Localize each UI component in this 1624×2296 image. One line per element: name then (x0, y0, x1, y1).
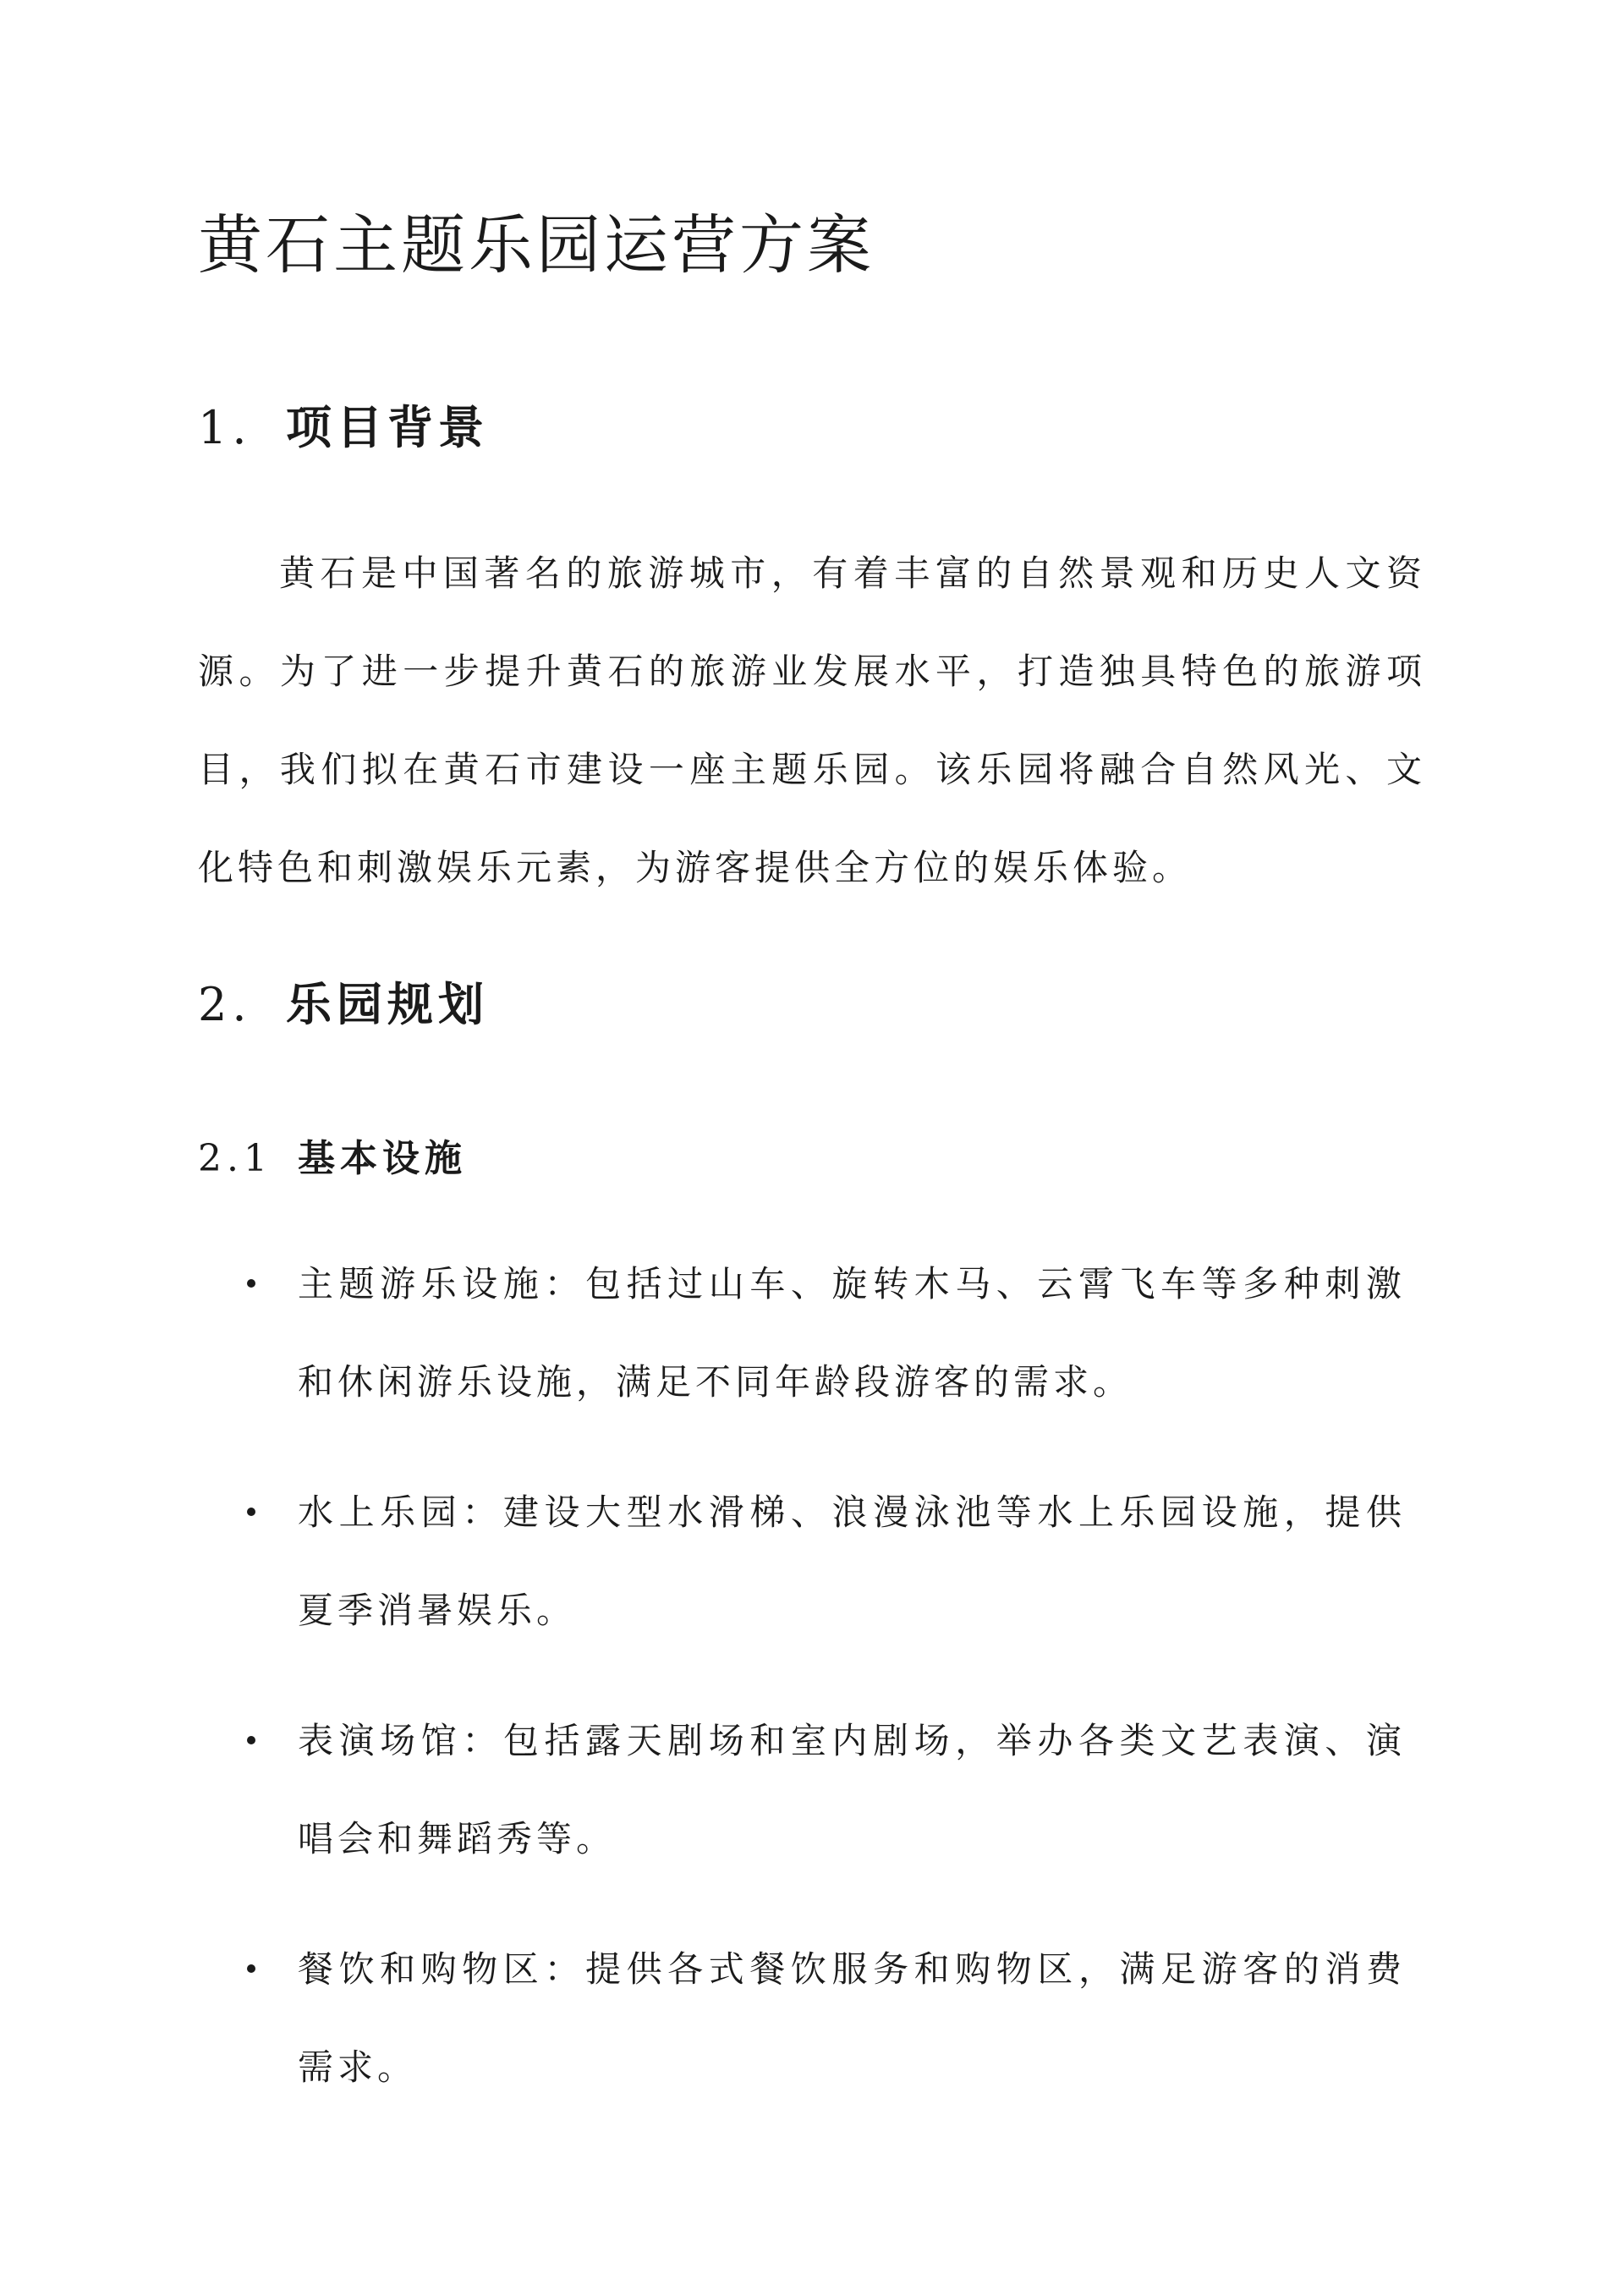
list-item-text: 主题游乐设施：包括过山车、旋转木马、云霄飞车等多种刺激和休闲游乐设施，满足不同年龄段游客的需求。 (298, 1263, 1406, 1403)
subsection-number: 2.1 (198, 1137, 272, 1180)
bullet-icon (247, 1736, 255, 1744)
list-item-text: 水上乐园：建设大型水滑梯、浪漫泳池等水上乐园设施，提供夏季消暑娱乐。 (298, 1491, 1406, 1631)
section-number: 1. (198, 401, 252, 454)
list-item-text: 餐饮和购物区：提供各式餐饮服务和购物区，满足游客的消费需求。 (298, 1948, 1406, 2088)
bullet-icon (247, 1964, 255, 1973)
subsection-heading-facilities (198, 1134, 467, 1184)
background-paragraph: 黄石是中国著名的旅游城市，有着丰富的自然景观和历史人文资源。为了进一步提升黄石的旅游业发展水平，打造独具特色的旅游项目，我们拟在黄石市建设一座主题乐园。该乐园将融合自然风光、文化特色和刺激娱乐元素，为游客提供全方位的娱乐体验。 (198, 552, 1426, 888)
bullet-icon (247, 1508, 255, 1516)
list-item-text: 表演场馆：包括露天剧场和室内剧场，举办各类文艺表演、演唱会和舞蹈秀等。 (298, 1720, 1406, 1859)
bullet-icon (247, 1279, 255, 1288)
section-title: 乐园规划 (286, 977, 489, 1031)
section-title: 项目背景 (286, 400, 489, 454)
section-number: 2. (198, 978, 252, 1031)
subsection-title: 基本设施 (298, 1137, 467, 1180)
section-heading-background (198, 398, 489, 458)
document-title: 黄石主题乐园运营方案 (198, 207, 875, 283)
section-heading-planning (198, 975, 489, 1035)
